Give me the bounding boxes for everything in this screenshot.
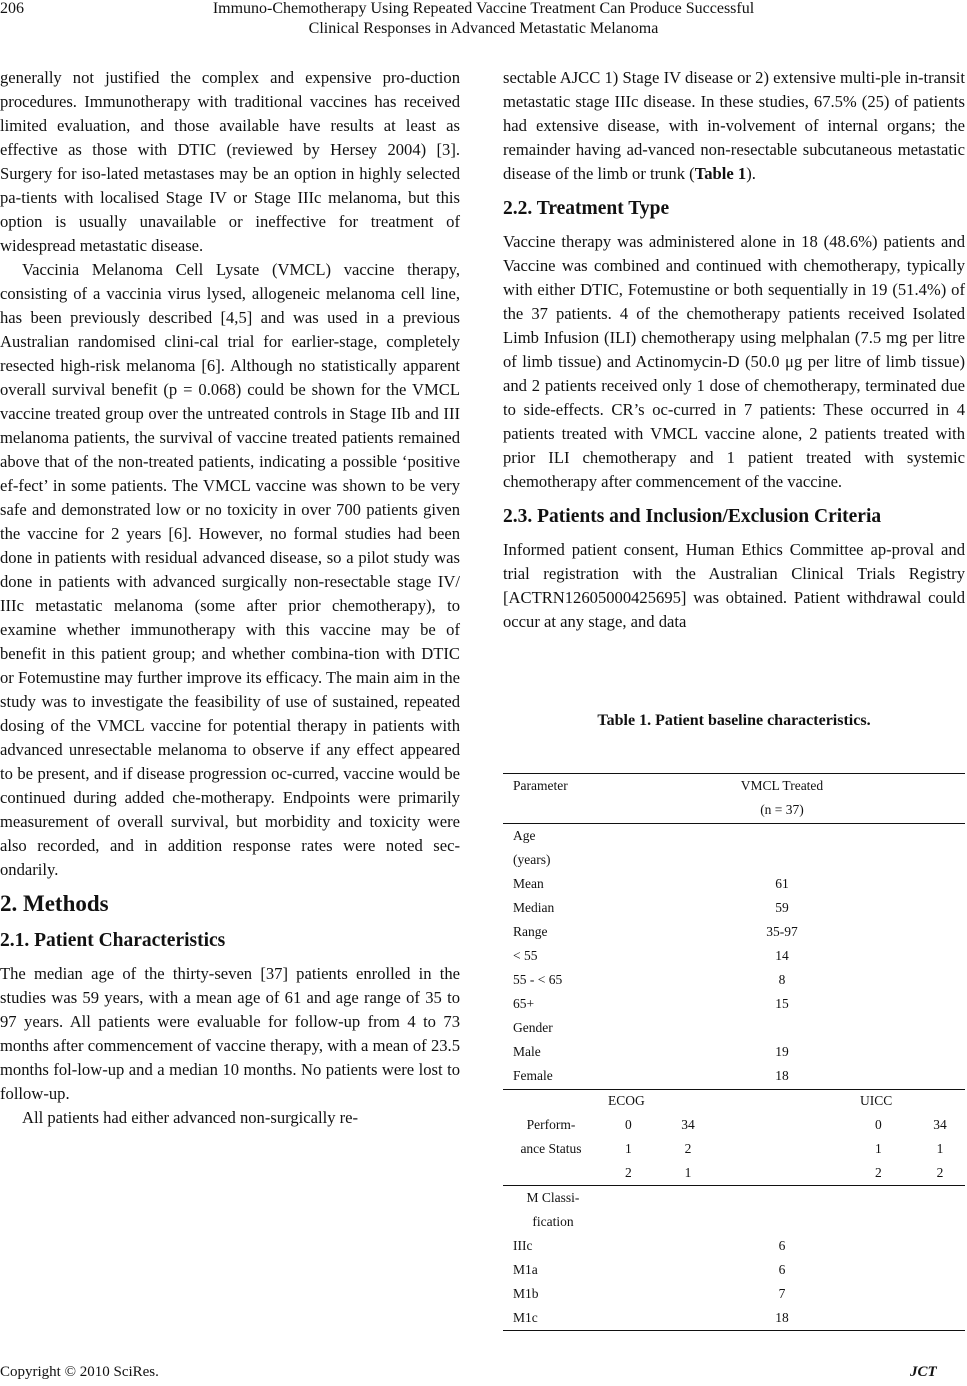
uicc-count: 1 [936,1141,944,1156]
header-n: (n = 37) [760,802,804,817]
row-value: 19 [775,1044,789,1059]
subsection-heading-treatment-type: 2.2. Treatment Type [503,198,670,219]
row-label: M1b [513,1286,539,1301]
row-label-age: Age [513,828,536,843]
row-value: 61 [775,876,789,891]
row-label: Range [513,924,548,939]
uicc-grade: 1 [875,1141,882,1156]
row-label: Male [513,1044,541,1059]
running-header-line-1: Immuno-Chemotherapy Using Repeated Vaccine Treatment Can Produce Successful [212,0,755,17]
right-paragraph-3: Informed patient consent, Human Ethics Committee ap-proval and trial registration with the Australian Clinical Trials Registry [ACTRN12605000425695] was obtained. Patient withdrawal could occur at any stage, and data [503,540,965,631]
row-label: M1c [513,1310,538,1325]
row-label: IIIc [513,1238,533,1253]
left-paragraph-4: All patients had either advanced non-surgically re- [22,1108,359,1127]
uicc-header: UICC [860,1093,893,1108]
ecog-count: 2 [684,1141,692,1156]
table-top-rule [503,773,965,774]
table-bottom-rule [503,1330,965,1331]
right-paragraph-1-text: sectable AJCC 1) Stage IV disease or 2) extensive multi-ple in-transit metastatic stage IIIc disease. In these studies, 67.5% (25) of patients had extensive disease, with in-volvement of internal organs; the remainder having ad-vanced non-resectable subcutaneous metastatic disease of the limb or trunk ( [503,68,965,183]
table-caption: Table 1. Patient baseline characteristics. [597,712,871,729]
row-value: 59 [775,900,789,915]
table-header-rule [503,823,965,824]
row-label-gender: Gender [513,1020,553,1035]
subsection-heading-patient-characteristics: 2.1. Patient Characteristics [0,930,226,951]
row-label: Female [513,1068,553,1083]
row-value: 6 [778,1262,786,1277]
right-paragraph-2: Vaccine therapy was administered alone in 18 (48.6%) patients and Vaccine was combined and continued with chemotherapy, typically with either DTIC, Fotemustine or both sequentially in 19 (51.4%) of the 37 patients. 4 of the chemotherapy patients received Isolated Limb Infusion (ILI) chemotherapy using melphalan (7.5 mg per litre of limb tissue) and Actinomycin-D (50.0 μg per litre of limb tissue) and 2 patients received only 1 dose of chemotherapy, terminated due to side-effects. CR’s oc-curred in 7 patients: These occurred in 4 patients treated with VMCL vaccine alone, 2 patients treated with prior ILI chemotherapy and 1 patient treated with systemic chemotherapy after commencement of the vaccine. [503,232,965,491]
ecog-grade: 2 [625,1165,632,1180]
left-paragraph-1: generally not justified the complex and expensive pro-duction procedures. Immunotherapy with traditional vaccines has received limited evaluation, and those available have results at least as effective as those with DTIC (reviewed by Hersey 2004) [3]. Surgery for iso-lated metastases may be an option in highly selected pa-tients with localised Stage IV or Stage IIIc melanoma, but this option is usually unavailable or ineffective for treatment of widespread metastatic disease. [0,68,460,255]
perf-status-label-1: Perform- [526,1117,576,1132]
row-value: 18 [775,1310,789,1325]
row-value: 6 [778,1238,786,1253]
row-label-age-unit: (years) [513,852,551,867]
footer-journal: JCT [910,1364,937,1380]
uicc-grade: 2 [875,1165,882,1180]
row-value: 35-97 [766,924,798,939]
subsection-heading-inclusion-criteria: 2.3. Patients and Inclusion/Exclusion Criteria [503,506,882,527]
row-value: 14 [775,948,789,963]
row-value: 18 [775,1068,789,1083]
row-label: 65+ [513,996,535,1011]
row-value: 8 [778,972,786,987]
row-label: M1a [513,1262,538,1277]
row-label: 55 - < 65 [513,972,563,987]
row-label: Mean [513,876,544,891]
row-value: 7 [778,1286,786,1301]
right-paragraph-1-end: ). [746,164,756,183]
table-rule-mclass [503,1185,965,1186]
header-vmcl-treated: VMCL Treated [740,778,824,793]
perf-status-label-2: ance Status [520,1141,582,1156]
right-paragraph-1 [503,66,965,186]
uicc-count: 34 [933,1117,947,1132]
ecog-grade: 0 [625,1117,632,1132]
row-value: 15 [775,996,789,1011]
row-label: Median [513,900,555,915]
table-rule-status [503,1089,965,1090]
ecog-count: 1 [684,1165,692,1180]
m-class-label-1: M Classi- [526,1190,580,1205]
m-class-label-2: fication [532,1214,574,1229]
page-number: 206 [0,0,24,17]
table-reference-link[interactable]: Table 1 [694,164,747,183]
ecog-count: 34 [681,1117,695,1132]
uicc-grade: 0 [875,1117,882,1132]
header-parameter: Parameter [513,778,568,793]
row-label: < 55 [513,948,538,963]
uicc-count: 2 [936,1165,944,1180]
right-column [503,66,965,634]
left-paragraph-3: The median age of the thirty-seven [37] patients enrolled in the studies was 59 years, with a mean age of 61 and age range of 35 to 97 years. All patients were evaluable for follow-up from 4 to 73 months after commencement of vaccine therapy, with a mean of 23.5 months fol-low-up and a median 10 months. No patients were lost to follow-up. [0,964,460,1103]
ecog-header: ECOG [608,1093,645,1108]
running-header-line-2: Clinical Responses in Advanced Metastatic Melanoma [308,20,659,37]
left-column [0,66,460,1130]
ecog-grade: 1 [625,1141,632,1156]
section-heading-methods: 2. Methods [0,891,109,916]
footer-copyright: Copyright © 2010 SciRes. [0,1364,159,1380]
left-paragraph-2: Vaccinia Melanoma Cell Lysate (VMCL) vaccine therapy, consisting of a vaccinia virus lysed, allogeneic melanoma cell line, has been previously described [4,5] and was used in a previous Australian randomised clini-cal trial for earlier-stage, completely resected high-risk melanoma [6]. Although no statistically apparent overall survival benefit (p = 0.068) could be shown for the VMCL vaccine treated group over the untreated controls in Stage IIb and III melanoma patients, the survival of vaccine treated patients remained above that of the non-treated patients, indicating a possible ‘positive ef-fect’ in some patients. The VMCL vaccine was shown to be very safe and demonstrated low or no toxicity in over 700 patients given the vaccine for 2 years [6]. However, no formal studies had been done in patients with residual advanced disease, so a pilot study was done in patients with advanced surgically non-resectable stage IV/ IIIc metastatic melanoma (some after prior chemotherapy), to examine whether immunotherapy with this vaccine may be of benefit in this patient group; and whether combina-tion with DTIC or Fotemustine may further improve its efficacy. The main aim in the study was to investigate the feasibility of use of sustained, repeated dosing of the VMCL vaccine for potential therapy in patients with advanced unresectable melanoma to observe if any effect appeared to be present, and if disease progression oc-curred, vaccine would be continued during added che-motherapy. Endpoints were primarily measurement of overall survival, but morbidity and toxicity were also recorded, and in addition response rates were noted sec-ondarily. [0,260,460,879]
